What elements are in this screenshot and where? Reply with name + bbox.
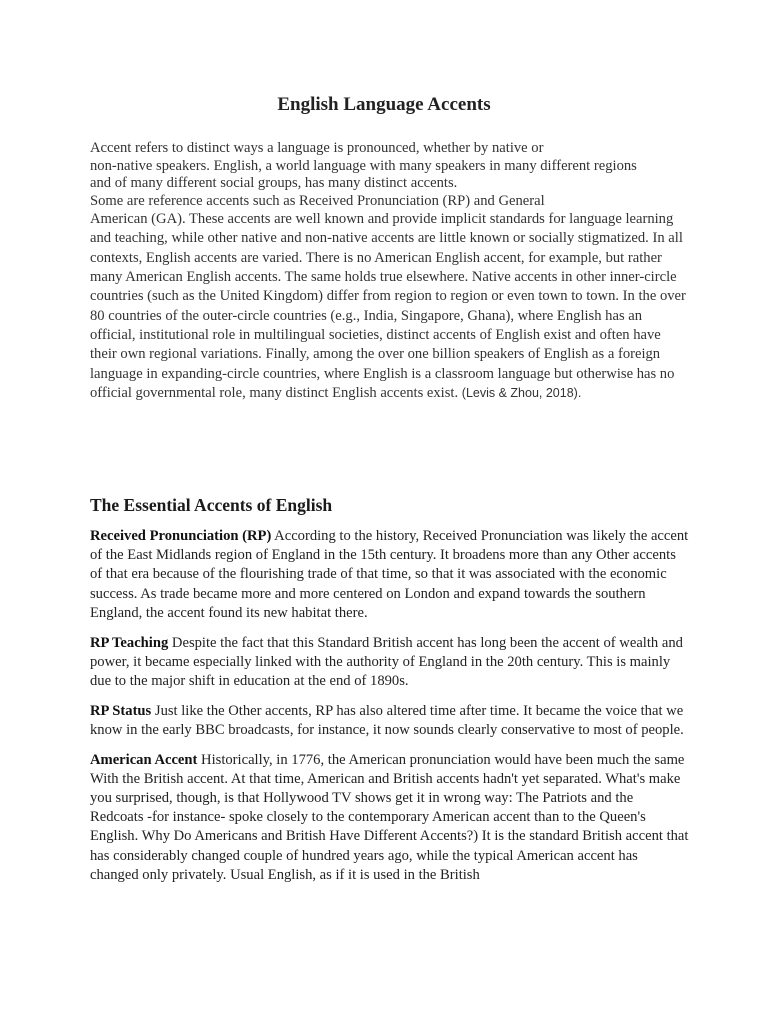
- entry-text: Despite the fact that this Standard British accent has long been the accent of wealth and power, it became especially linked with the authority of England in the 20th century. This is mainly due to the major shift in education at the end of 1890s.: [90, 634, 683, 689]
- entry-american-accent: [90, 751, 690, 885]
- entry-term: American Accent: [90, 751, 198, 768]
- intro-section: [90, 140, 690, 403]
- entry-text: Just like the Other accents, RP has also altered time after time. It became the voice that we know in the early BBC broadcasts, for instance, it now sounds clearly conservative to most of people.: [90, 702, 684, 738]
- entry-rp-teaching: [90, 634, 690, 692]
- entry-term: RP Status: [90, 702, 152, 719]
- entry-received-pronunciation: [90, 527, 690, 623]
- entry-text: Historically, in 1776, the American pronunciation would have been much the same With the British accent. At that time, American and British accents hadn't yet separated. What's make you surprised, though, is that Hollywood TV shows get it in wrong way: The Patriots and the Redcoats -for instance- spoke closely to the contemporary American accent than to the Queen's English. Why Do Americans and British Have Different Accents?) It is the standard British accent that has considerably changed couple of hundred years ago, while the typical American accent has changed only privately. Usual English, as if it is used in the British: [90, 751, 689, 883]
- intro-body: American (GA). These accents are well known and provide implicit standards for language learning and teaching, while other native and non-native accents are little known or socially stigmatized. In all contexts, English accents are varied. There is no American English accent, for example, but rather many American English accents. The same holds true elsewhere. Native accents in other inner-circle countries (such as the United Kingdom) differ from region to region or even town to town. In the over 80 countries of the outer-circle countries (e.g., India, Singapore, Ghana), where English has an official, institutional role in multilingual societies, distinct accents of English exist and often have their own regional variations. Finally, among the over one billion speakers of English as a foreign language in expanding-circle countries, where English is a classroom language but otherwise has no official governmental role, many distinct English accents exist.: [90, 211, 686, 402]
- entry-term: Received Pronunciation (RP): [90, 528, 272, 544]
- citation-end: .: [577, 386, 582, 401]
- intro-line-2: non-native speakers. English, a world language with many speakers in many different regions: [90, 157, 637, 174]
- intro-line-1: Accent refers to distinct ways a language is pronounced, whether by native or: [90, 140, 544, 156]
- intro-paragraph: [90, 210, 690, 403]
- document-title: English Language Accents: [277, 94, 491, 115]
- section-heading: The Essential Accents of English: [90, 495, 333, 515]
- entry-text: According to the history, Received Pronunciation was likely the accent of the East Midlands region of England in the 15th century. It broadens more than any Other accents of that era because of the flourishing trade of that time, so that it was associated with the economic success. As trade became more and more centered on London and expand towards the southern England, the accent found its new habitat there.: [90, 528, 689, 621]
- entry-rp-status: [90, 702, 690, 740]
- citation: (Levis & Zhou, 2018): [461, 386, 578, 401]
- essential-accents-section: [90, 494, 690, 895]
- entry-term: RP Teaching: [90, 634, 169, 651]
- intro-line-4: Some are reference accents such as Received Pronunciation (RP) and General: [90, 192, 545, 209]
- intro-line-3: and of many different social groups, has many distinct accents.: [90, 175, 458, 191]
